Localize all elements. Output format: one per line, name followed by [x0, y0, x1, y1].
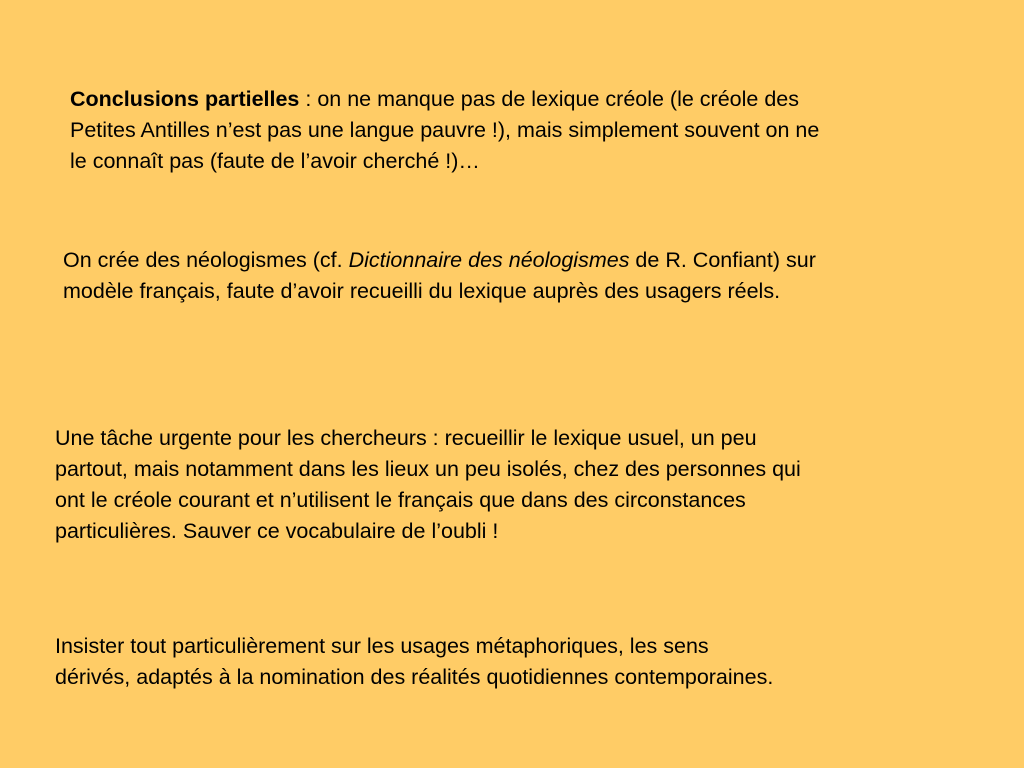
- paragraph-tache: [55, 423, 975, 547]
- conclusions-heading: Conclusions partielles: [70, 87, 300, 111]
- dictionary-title: Dictionnaire des néologismes: [348, 248, 630, 272]
- paragraph-neologismes: [63, 245, 983, 307]
- insister-line-1: Insister tout particulièrement sur les usages métaphoriques, les sens: [55, 634, 709, 658]
- conclusions-line-2: Petites Antilles n’est pas une langue pauvre !), mais simplement souvent on ne: [70, 118, 820, 142]
- conclusions-line-1: : on ne manque pas de lexique créole (le créole des: [299, 87, 799, 111]
- tache-line-2: partout, mais notamment dans les lieux un peu isolés, chez des personnes qui: [55, 457, 801, 481]
- tache-line-1: Une tâche urgente pour les chercheurs : recueillir le lexique usuel, un peu: [55, 426, 757, 450]
- tache-line-4: particulières. Sauver ce vocabulaire de l’oubli !: [55, 519, 499, 543]
- neologismes-line-2: modèle français, faute d’avoir recueilli du lexique auprès des usagers réels.: [63, 279, 781, 303]
- insister-line-2: dérivés, adaptés à la nomination des réalités quotidiennes contemporaines.: [55, 665, 774, 689]
- paragraph-insister: [55, 631, 975, 693]
- paragraph-conclusions: [70, 84, 970, 177]
- neologismes-line-1-after: de R. Confiant) sur: [629, 248, 816, 272]
- conclusions-line-3: le connaît pas (faute de l’avoir cherché !)…: [70, 149, 480, 173]
- tache-line-3: ont le créole courant et n’utilisent le français que dans des circonstances: [55, 488, 746, 512]
- neologismes-line-1-before: On crée des néologismes (cf.: [63, 248, 349, 272]
